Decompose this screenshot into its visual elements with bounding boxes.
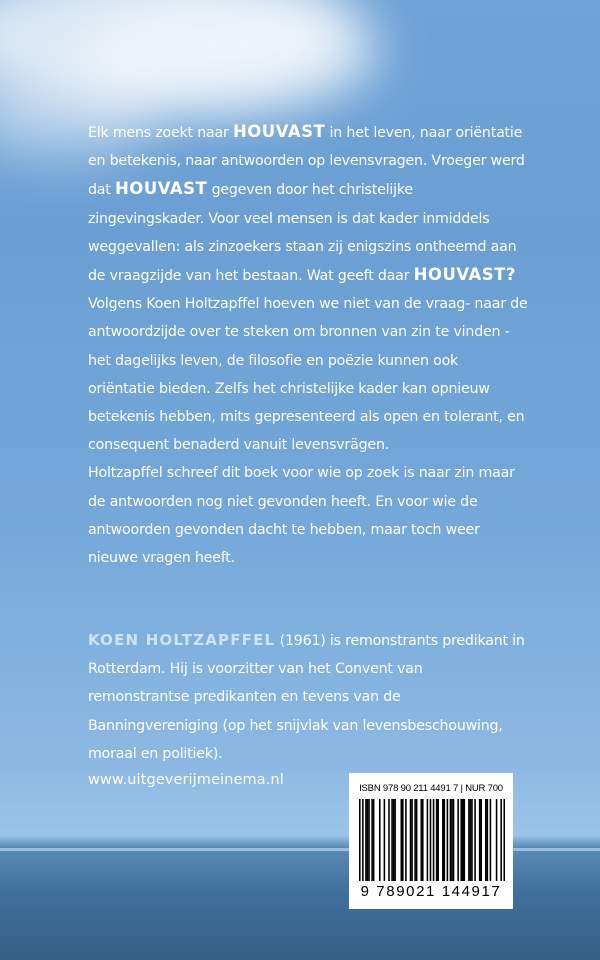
blurb-paragraph-2: Volgens Koen Holtzapffel hoeven we niet van de vraag- naar de antwoordzijde over te steken om bronnen van zin te vinden - het dagelijks leven, de filosofie en poëzie kunnen ook oriëntatie bieden. Zelfs het christelijke kader kan opnieuw betekenis hebben, mits gepresenteerd als open en tolerant, en consequent benaderd vanuit levensvrägen.	[88, 296, 528, 454]
barcode-bar	[379, 799, 381, 881]
barcode-box	[349, 773, 513, 909]
barcode-bar	[359, 799, 361, 881]
barcode-bar	[400, 799, 402, 881]
barcode-bar	[485, 799, 487, 881]
author-name: KOEN HOLTZAPFFEL	[88, 631, 276, 649]
barcode-bar	[496, 799, 498, 881]
keyword-houvast: HOUVAST	[232, 122, 326, 141]
barcode-bar	[487, 799, 489, 881]
barcode-bar	[427, 799, 429, 881]
barcode-bar	[442, 799, 444, 881]
barcode-bar	[367, 799, 369, 881]
barcode-bar	[451, 799, 453, 881]
barcode-bar	[490, 799, 492, 881]
barcode-bar	[479, 799, 481, 881]
barcode-bar	[444, 799, 446, 881]
barcode-bar	[371, 799, 373, 881]
publisher-website[interactable]: www.uitgeverijmeinema.nl	[88, 772, 284, 788]
barcode-bar	[388, 799, 390, 881]
barcode-bar	[503, 799, 505, 881]
barcode-bar	[453, 799, 455, 881]
barcode-bar	[373, 799, 375, 881]
author-bio-text: (1961) is remonstrants predikant in Rotterdam. Hij is voorzitter van het Convent van remonstrantse predikanten en tevens van de Banningvereniging (op het snijvlak van levensbeschouwing, moraal en politiek).	[88, 633, 525, 762]
barcode-bar	[416, 799, 418, 881]
barcode-bar	[437, 799, 439, 881]
author-bio	[88, 626, 528, 768]
barcode-bar	[422, 799, 424, 881]
isbn-label: ISBN 978 90 211 4491 7 | NUR 700	[359, 783, 503, 794]
barcode-bar	[462, 799, 464, 881]
barcode-bar	[394, 799, 396, 881]
barcode-bars	[359, 799, 505, 881]
barcode-bar	[464, 799, 466, 881]
barcode-bar	[436, 799, 438, 881]
barcode-bar	[500, 799, 502, 881]
blurb-paragraph-3: Holtzapffel schreef dit boek voor wie op zoek is naar zin maar de antwoorden nog niet gevonden heeft. En voor wie de antwoorden gevonden dacht te hebben, maar toch weer nieuwe vragen heeft.	[88, 465, 515, 567]
barcode-bar	[433, 799, 435, 881]
barcode-bar	[470, 799, 472, 881]
barcode-bar	[368, 799, 370, 881]
barcode-bar	[457, 799, 459, 881]
back-cover-blurb	[88, 118, 528, 572]
barcode-bar	[480, 799, 482, 881]
barcode-bar	[474, 799, 476, 881]
barcode-bar	[450, 799, 452, 881]
barcode-bar	[410, 799, 412, 881]
barcode-bar	[365, 799, 367, 881]
barcode-bar	[471, 799, 473, 881]
barcode-bar	[460, 799, 462, 881]
barcode-bar	[420, 799, 422, 881]
keyword-houvast-question: HOUVAST?	[413, 265, 516, 285]
barcode-bar	[391, 799, 393, 881]
barcode-bar	[414, 799, 416, 881]
barcode-bar	[384, 799, 386, 881]
keyword-houvast: HOUVAST	[114, 179, 208, 199]
barcode-bar	[402, 799, 404, 881]
blurb-paragraph-1: Elk mens zoekt naar HOUVAST in het leven, naar oriëntatie en betekenis, naar antwoorden op levensvragen. Vroeger werd dat HOUVAST gegeven door het christelijke zingevingskader. Voor veel mensen is dat kader inmiddels weggevallen: als zinzoekers staan zij enigszins ontheemd aan de vraagzijde van het bestaan. Wat geeft daar HOUVAST?	[88, 122, 525, 285]
barcode-bar	[362, 799, 364, 881]
ean-number: 9 789021 144917	[360, 883, 502, 900]
barcode-bar	[393, 799, 395, 881]
barcode-bar	[411, 799, 413, 881]
barcode-bar	[405, 799, 407, 881]
barcode-bar	[430, 799, 432, 881]
barcode-bar	[468, 799, 470, 881]
barcode-bar	[447, 799, 449, 881]
